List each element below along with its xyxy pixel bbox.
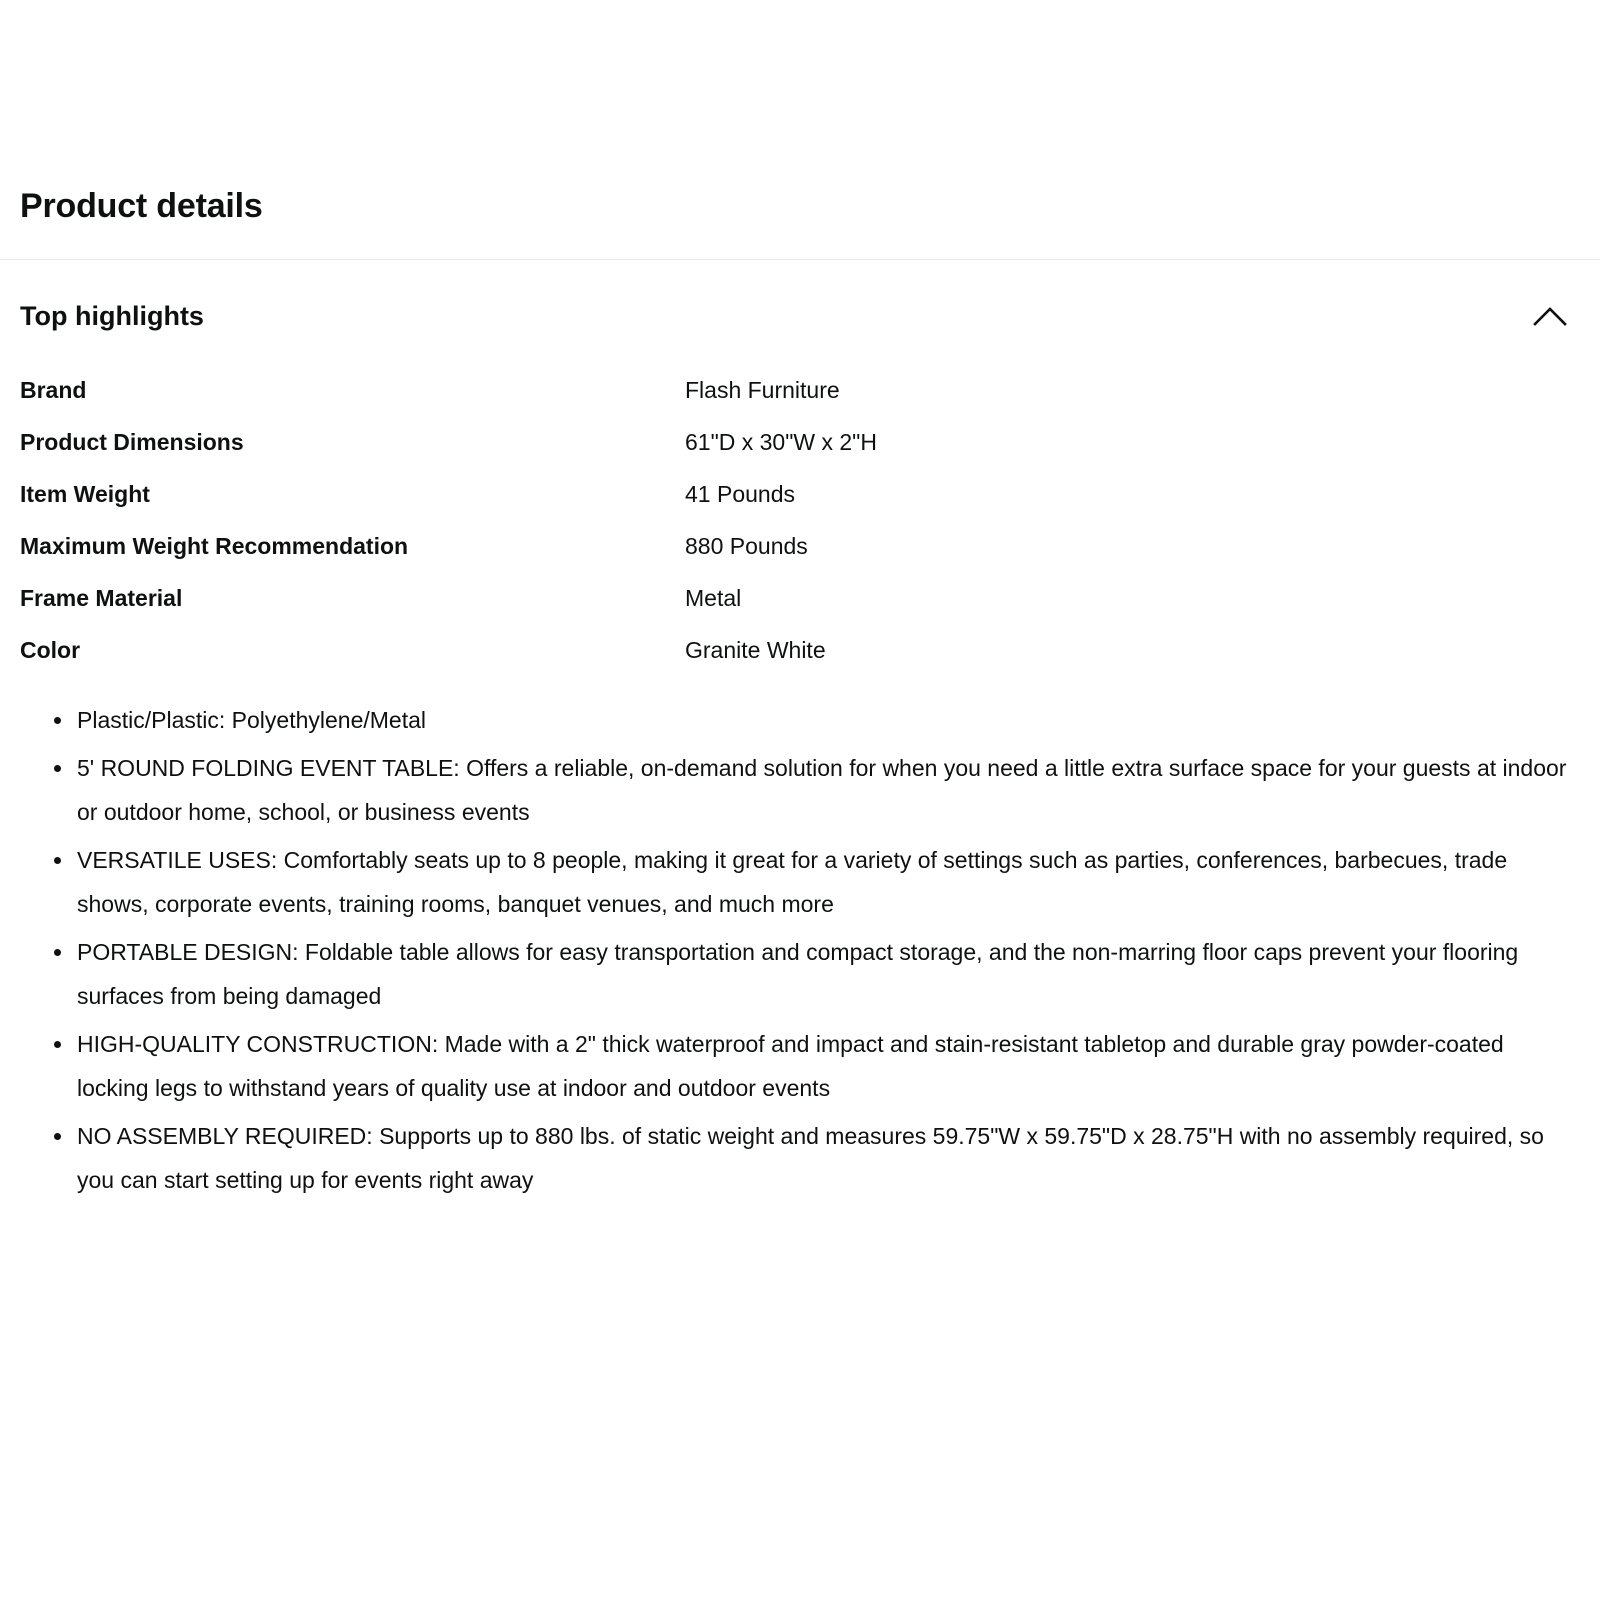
spec-key: Frame Material [20, 585, 183, 611]
spec-value: Metal [685, 585, 742, 611]
list-item: VERSATILE USES: Comfortably seats up to 8 people, making it great for a variety of settings such as parties, conferences, barbecues, trade shows, corporate events, training rooms, banquet venues, and much more [44, 838, 1580, 926]
top-spacer [20, 0, 1580, 185]
chevron-up-icon[interactable] [1528, 294, 1572, 338]
table-row [20, 624, 1580, 676]
table-row [20, 572, 1580, 624]
list-item: Plastic/Plastic: Polyethylene/Metal [44, 698, 1580, 742]
spec-key: Product Dimensions [20, 429, 244, 455]
page-title: Product details [20, 187, 263, 225]
list-item: PORTABLE DESIGN: Foldable table allows for easy transportation and compact storage, and the non-marring floor caps prevent your flooring surfaces from being damaged [44, 930, 1580, 1018]
top-highlights-title: Top highlights [20, 301, 204, 331]
table-row [20, 468, 1580, 520]
spec-value: 880 Pounds [685, 533, 808, 559]
top-highlights-header[interactable] [20, 260, 1580, 354]
table-row [20, 416, 1580, 468]
spec-key: Item Weight [20, 481, 150, 507]
specifications-table [20, 364, 1580, 676]
feature-bullet-list [20, 698, 1580, 1202]
spec-value: Flash Furniture [685, 377, 840, 403]
spec-value: Granite White [685, 637, 826, 663]
spec-value: 41 Pounds [685, 481, 795, 507]
list-item: 5' ROUND FOLDING EVENT TABLE: Offers a reliable, on-demand solution for when you need a little extra surface space for your guests at indoor or outdoor home, school, or business events [44, 746, 1580, 834]
spec-value: 61"D x 30"W x 2"H [685, 429, 877, 455]
spec-key: Brand [20, 377, 87, 403]
list-item: NO ASSEMBLY REQUIRED: Supports up to 880 lbs. of static weight and measures 59.75"W x 59.75"D x 28.75"H with no assembly required, so you can start setting up for events right away [44, 1114, 1580, 1202]
spec-key: Color [20, 637, 81, 663]
table-row [20, 520, 1580, 572]
list-item: HIGH-QUALITY CONSTRUCTION: Made with a 2" thick waterproof and impact and stain-resistant tabletop and durable gray powder-coated locking legs to withstand years of quality use at indoor and outdoor events [44, 1022, 1580, 1110]
spec-key: Maximum Weight Recommendation [20, 533, 409, 559]
table-row [20, 364, 1580, 416]
